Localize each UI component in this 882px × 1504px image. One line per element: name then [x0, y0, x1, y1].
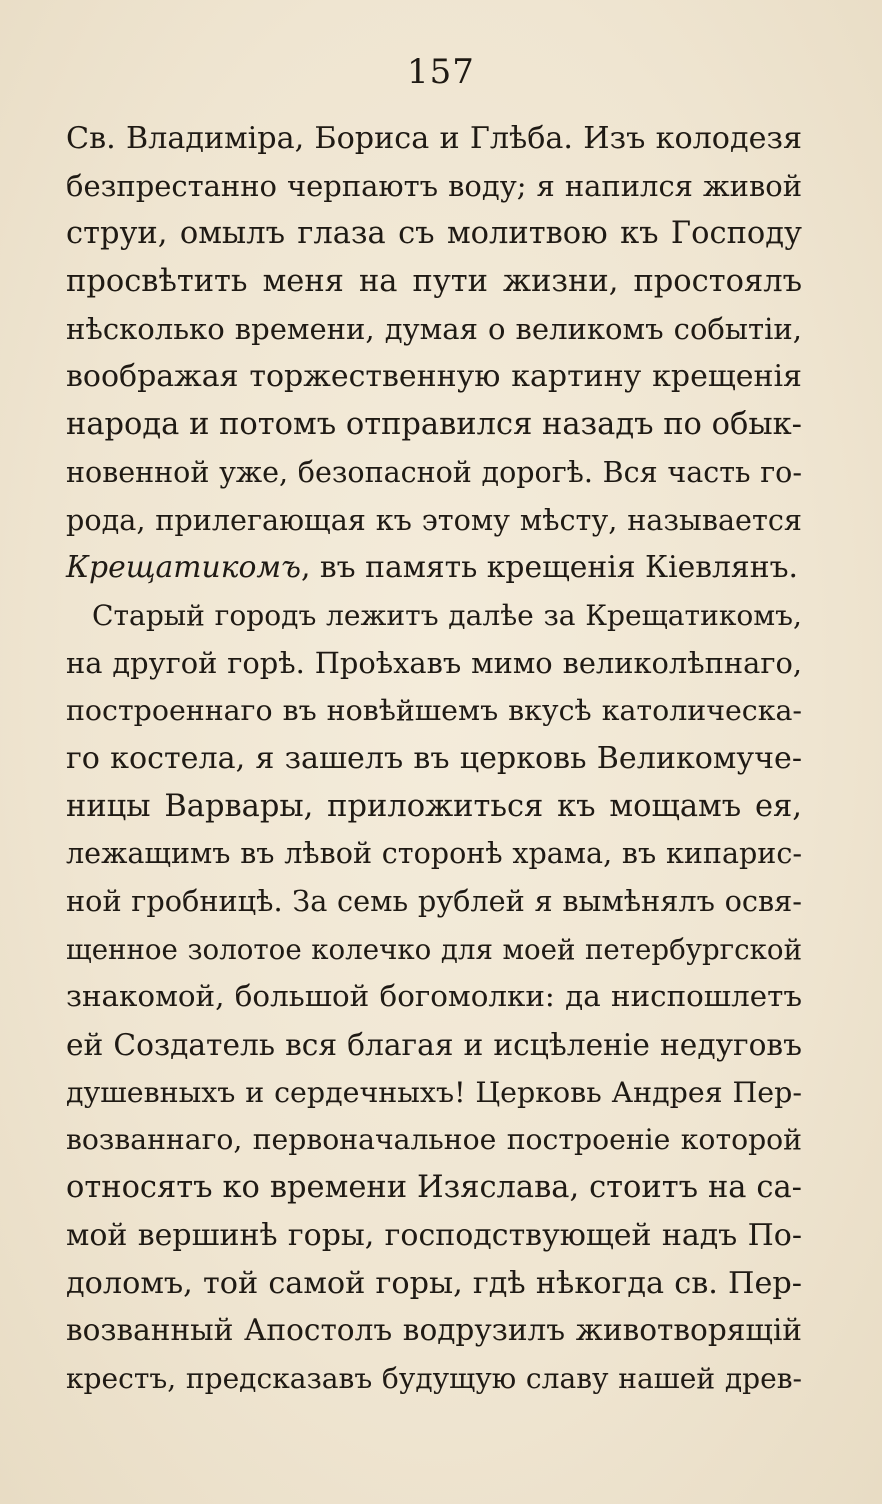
text-line: безпрестанно черпаютъ воду; я напился живой — [66, 168, 802, 203]
text-line: на другой горѣ. Проѣхавъ мимо великолѣпнаго, — [66, 645, 802, 680]
text-line: относятъ ко времени Изяслава, стоитъ на са- — [66, 1170, 802, 1206]
text-line: народа и потомъ отправился назадъ по обык- — [66, 407, 802, 443]
paragraph-end-line — [66, 544, 802, 592]
text-line: Св. Владимiра, Бориса и Глѣба. Изъ колодезя — [66, 121, 802, 156]
text-line: новенной уже, безопасной дорогѣ. Вся часть го- — [66, 455, 802, 489]
text-line: возваннаго, первоначальное построенiе которой — [66, 1123, 802, 1157]
italic-term: Крещатикомъ — [66, 550, 301, 586]
text-line: знакомой, большой богомолки: да ниспошлетъ — [66, 979, 802, 1014]
body-text — [66, 115, 802, 1403]
text-line: построеннаго въ новѣйшемъ вкусѣ католическа- — [66, 694, 802, 728]
text-line: возванный Апостолъ водрузилъ животворящiй — [66, 1313, 802, 1348]
text-line: просвѣтить меня на пути жизни, простоялъ — [66, 264, 802, 300]
text-line: ницы Варвары, приложиться къ мощамъ ея, — [66, 788, 802, 824]
text-line: воображая торжественную картину крещенiя — [66, 359, 802, 395]
text-line: ной гробницѣ. За семь рублей я вымѣнялъ освя- — [66, 884, 802, 918]
line-remainder: , въ память крещенiя Кiевлянъ. — [300, 550, 798, 586]
text-line: струи, омылъ глаза съ молитвою къ Господу — [66, 216, 802, 252]
text-line: щенное золотое колечко для моей петербургской — [66, 932, 802, 966]
page-number: 157 — [407, 52, 475, 92]
text-line: мой вершинѣ горы, господствующей надъ По- — [66, 1217, 802, 1253]
paragraph-start-line: Старый городъ лежитъ далѣе за Крещатикомъ, — [92, 598, 802, 632]
text-line: го костела, я зашелъ въ церковь Великомуче- — [66, 740, 802, 776]
text-line: ей Создатель вся благая и исцѣленiе недуговъ — [66, 1027, 802, 1063]
text-line: доломъ, той самой горы, гдѣ нѣкогда св. Пер- — [66, 1265, 802, 1301]
text-line: крестъ, предсказавъ будущую славу нашей древ- — [66, 1361, 802, 1395]
text-line: лежащимъ въ лѣвой сторонѣ храма, въ кипарис- — [66, 836, 802, 871]
text-line: рода, прилегающая къ этому мѣсту, называется — [66, 502, 802, 537]
text-line: душевныхъ и сердечныхъ! Церковь Андрея Пер- — [66, 1075, 802, 1109]
text-line: нѣсколько времени, думая о великомъ событiи, — [66, 311, 802, 346]
